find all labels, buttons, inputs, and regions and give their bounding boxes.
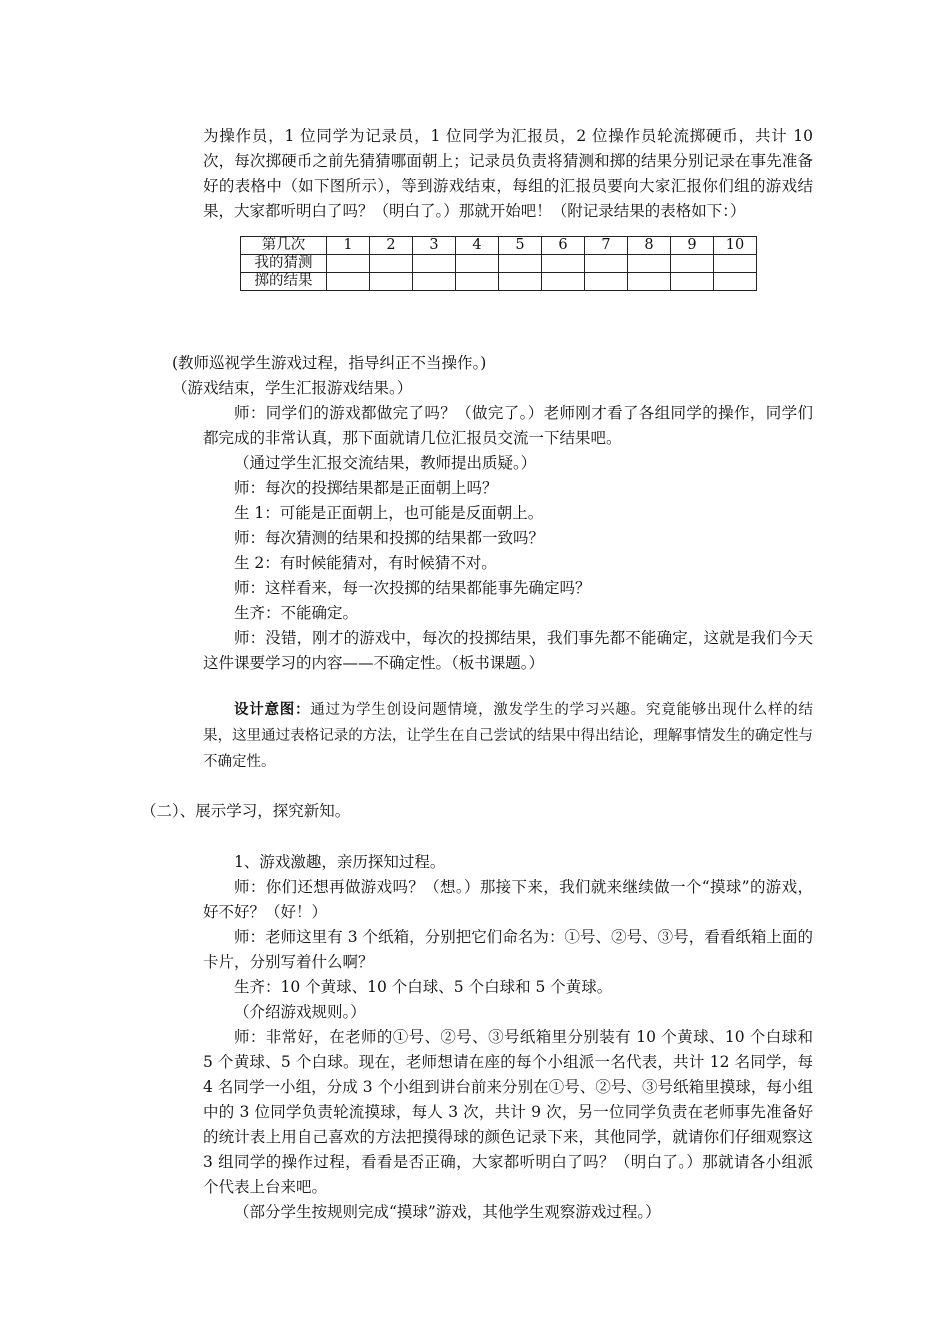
table-column-header: 5	[499, 237, 542, 255]
rules-intro-note: （介绍游戏规则。）	[234, 1003, 366, 1021]
report-exchange-note: （通过学生汇报交流结果，教师提出质疑。）	[234, 454, 537, 472]
table-header-row	[241, 237, 757, 255]
table-cell	[714, 273, 757, 291]
table-column-header: 1	[327, 237, 370, 255]
table-cell	[628, 255, 671, 273]
table-column-header: 4	[456, 237, 499, 255]
table-column-header: 7	[585, 237, 628, 255]
game-end-note: （游戏结束，学生汇报游戏结果。）	[172, 379, 413, 397]
teacher-line: 师：非常好，在老师的①号、②号、③号纸箱里分别装有 10 个黄球、10 个白球和 5 个黄球、5 个白球。现在，老师想请在座的每个小组派一名代表，共计 12 名同学，每 4 名同学一小组，分成 3 个小组到讲台前来分别在①号、②号、③号纸箱里摸球，每小组中的 3 位同学负责轮流摸球，每人 3 次，共计 9 次，另一位同学负责在老师事先准备好的统计表上用自己喜欢的方法把摸得球的颜色记录下来，其他同学，就请你们仔细观察这 3 组同学的操作过程，看看是否正确，大家都听明白了吗？（明白了。）那就请各小组派个代表上台来吧。	[203, 1028, 813, 1196]
table-cell	[413, 255, 456, 273]
table-column-header: 3	[413, 237, 456, 255]
teacher-summary: 师：没错，刚才的游戏中，每次的投掷结果，我们事先都不能确定，这就是我们今天这件课要学习的内容——不确定性。（板书课题。）	[203, 629, 813, 672]
section-heading: （二）、展示学习，探究新知。	[141, 802, 351, 820]
table-cell	[542, 255, 585, 273]
table-cell	[370, 255, 413, 273]
table-cell	[671, 255, 714, 273]
partial-students-note: （部分学生按规则完成“摸球”游戏，其他学生观察游戏过程。）	[234, 1203, 661, 1221]
table-cell	[714, 255, 757, 273]
table-row-label: 掷的结果	[241, 273, 327, 291]
design-intent	[203, 697, 813, 775]
section-item: 1、游戏激趣，亲历探知过程。	[234, 853, 446, 871]
table-column-header: 2	[370, 237, 413, 255]
table-column-header: 8	[628, 237, 671, 255]
student-line: 生 1：可能是正面朝上，也可能是反面朝上。	[234, 504, 544, 522]
table-cell	[413, 273, 456, 291]
table-row-label: 我的猜测	[241, 255, 327, 273]
teacher-line: 师：这样看来，每一次投掷的结果都能事先确定吗？	[234, 579, 591, 597]
teacher-patrol-note: (教师巡视学生游戏过程，指导纠正不当操作。)	[172, 354, 487, 372]
teacher-line: 师：你们还想再做游戏吗？（想。）那接下来，我们就来继续做一个“摸球”的游戏，好不好？（好！）	[203, 878, 813, 921]
table-header-label: 第几次	[241, 237, 327, 255]
design-intent-text: 通过为学生创设问题情境，激发学生的学习兴趣。究竟能够出现什么样的结果，这里通过表格记录的方法，让学生在自己尝试的结果中得出结论，理解事情发生的确定性与不确定性。	[203, 702, 814, 770]
student-line: 生齐：不能确定。	[234, 604, 359, 622]
teacher-line: 师：每次的投掷结果都是正面朝上吗？	[234, 479, 498, 497]
table-cell	[542, 273, 585, 291]
design-intent-label: 设计意图：	[234, 701, 311, 718]
table-cell	[327, 255, 370, 273]
student-line: 生 2：有时候能猜对，有时候猜不对。	[234, 554, 497, 572]
table-cell	[456, 255, 499, 273]
table-column-header: 10	[714, 237, 757, 255]
table-row	[241, 273, 757, 291]
record-table	[240, 236, 757, 291]
teacher-line: 师：老师这里有 3 个纸箱，分别把它们命名为：①号、②号、③号，看看纸箱上面的卡片，分别写着什么啊？	[203, 928, 813, 971]
teacher-line: 师：每次猜测的结果和投掷的结果都一致吗？	[234, 529, 545, 547]
table-cell	[499, 255, 542, 273]
table-row	[241, 255, 757, 273]
table-cell	[585, 273, 628, 291]
table-cell	[628, 273, 671, 291]
table-column-header: 6	[542, 237, 585, 255]
table-cell	[499, 273, 542, 291]
table-cell	[671, 273, 714, 291]
table-cell	[456, 273, 499, 291]
table-column-header: 9	[671, 237, 714, 255]
table-cell	[585, 255, 628, 273]
intro-paragraph: 为操作员，1 位同学为记录员，1 位同学为汇报员，2 位操作员轮流掷硬币，共计 10 次，每次掷硬币之前先猜猜哪面朝上；记录员负责将猜测和掷的结果分别记录在事先准备好的表格中（如下图所示），等到游戏结束，每组的汇报员要向大家汇报你们组的游戏结果，大家都听明白了吗？（明白了。）那就开始吧！（附记录结果的表格如下：）	[203, 127, 813, 220]
table-cell	[327, 273, 370, 291]
student-line: 生齐：10 个黄球、10 个白球、5 个白球和 5 个黄球。	[234, 978, 613, 996]
table-cell	[370, 273, 413, 291]
teacher-line: 师：同学们的游戏都做完了吗？（做完了。）老师刚才看了各组同学的操作，同学们都完成的非常认真，那下面就请几位汇报员交流一下结果吧。	[203, 404, 813, 447]
